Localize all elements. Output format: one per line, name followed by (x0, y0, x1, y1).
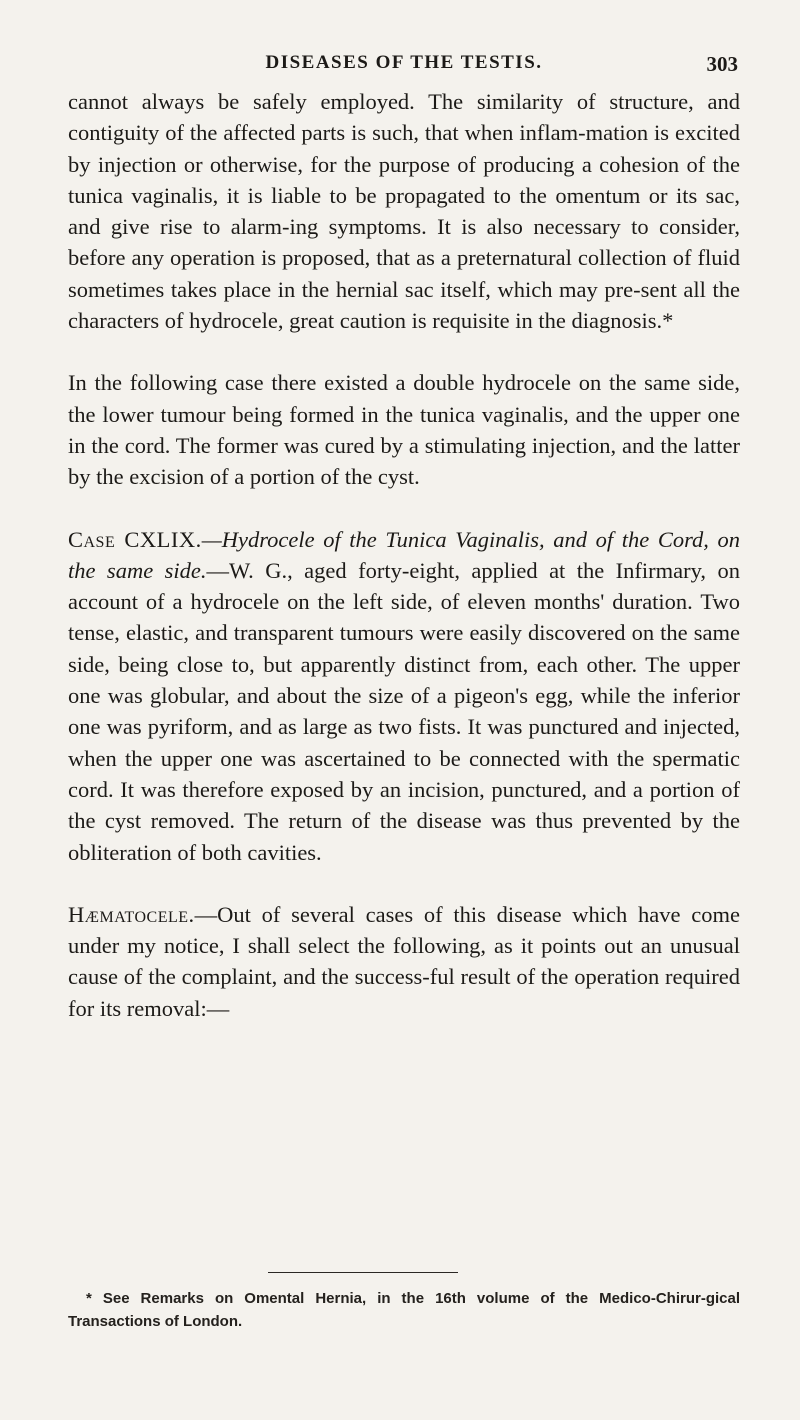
case-title: —Hydrocele of the Tunica Vaginalis, and of the Cord, on the same side. (68, 526, 740, 583)
running-head (70, 52, 738, 82)
footnote-rule (268, 1272, 458, 1273)
paragraph-continuation: cannot always be safely employed. The similarity of structure, and contiguity of the affected parts is such, that when inflam-mation is excited by injection or otherwise, for the purpose of producing a cohesion of the tunica vaginalis, it is liable to be propagated to the omentum or its sac, and give rise to alarm-ing symptoms. It is also necessary to consider, before any operation is proposed, that as a preternatural collection of fluid sometimes takes place in the hernial sac itself, which may pre-sent all the characters of hydrocele, great caution is requisite in the diagnosis.* (68, 89, 740, 334)
footnote: * See Remarks on Omental Hernia, in the 16th volume of the Medico-Chirur-gical Transactions of London. (68, 1290, 740, 1330)
haematocele-body: —Out of several cases of this disease which have come under my notice, I shall select the following, as it points out an unusual cause of the complaint, and the success-ful result of the operation required for its removal:— (68, 901, 740, 1021)
case-label: Case CXLIX. (68, 526, 202, 552)
body-text (68, 86, 740, 1055)
running-title: DISEASES OF THE TESTIS. (265, 52, 543, 73)
paragraph-double-hydrocele: In the following case there existed a double hydrocele on the same side, the lower tumour being formed in the tunica vaginalis, and the upper one in the cord. The former was cured by a stimulating injection, and the latter by the excision of a portion of the cyst. (68, 370, 740, 490)
haematocele-label: Hæmatocele. (68, 901, 195, 927)
paragraph-haematocele (68, 899, 740, 1024)
page-number: 303 (706, 52, 738, 76)
paragraph-case (68, 524, 740, 868)
case-body: —W. G., aged forty-eight, applied at the Infirmary, on account of a hydrocele on the left side, of eleven months' duration. Two tense, elastic, and transparent tumours were easily discovered on the same side, being close to, but apparently distinct from, each other. The upper one was globular, and about the size of a pigeon's egg, while the inferior one was pyriform, and as large as two fists. It was punctured and injected, when the upper one was ascertained to be connected with the spermatic cord. It was therefore exposed by an incision, punctured, and a portion of the cyst removed. The return of the disease was thus prevented by the obliteration of both cavities. (68, 557, 740, 865)
